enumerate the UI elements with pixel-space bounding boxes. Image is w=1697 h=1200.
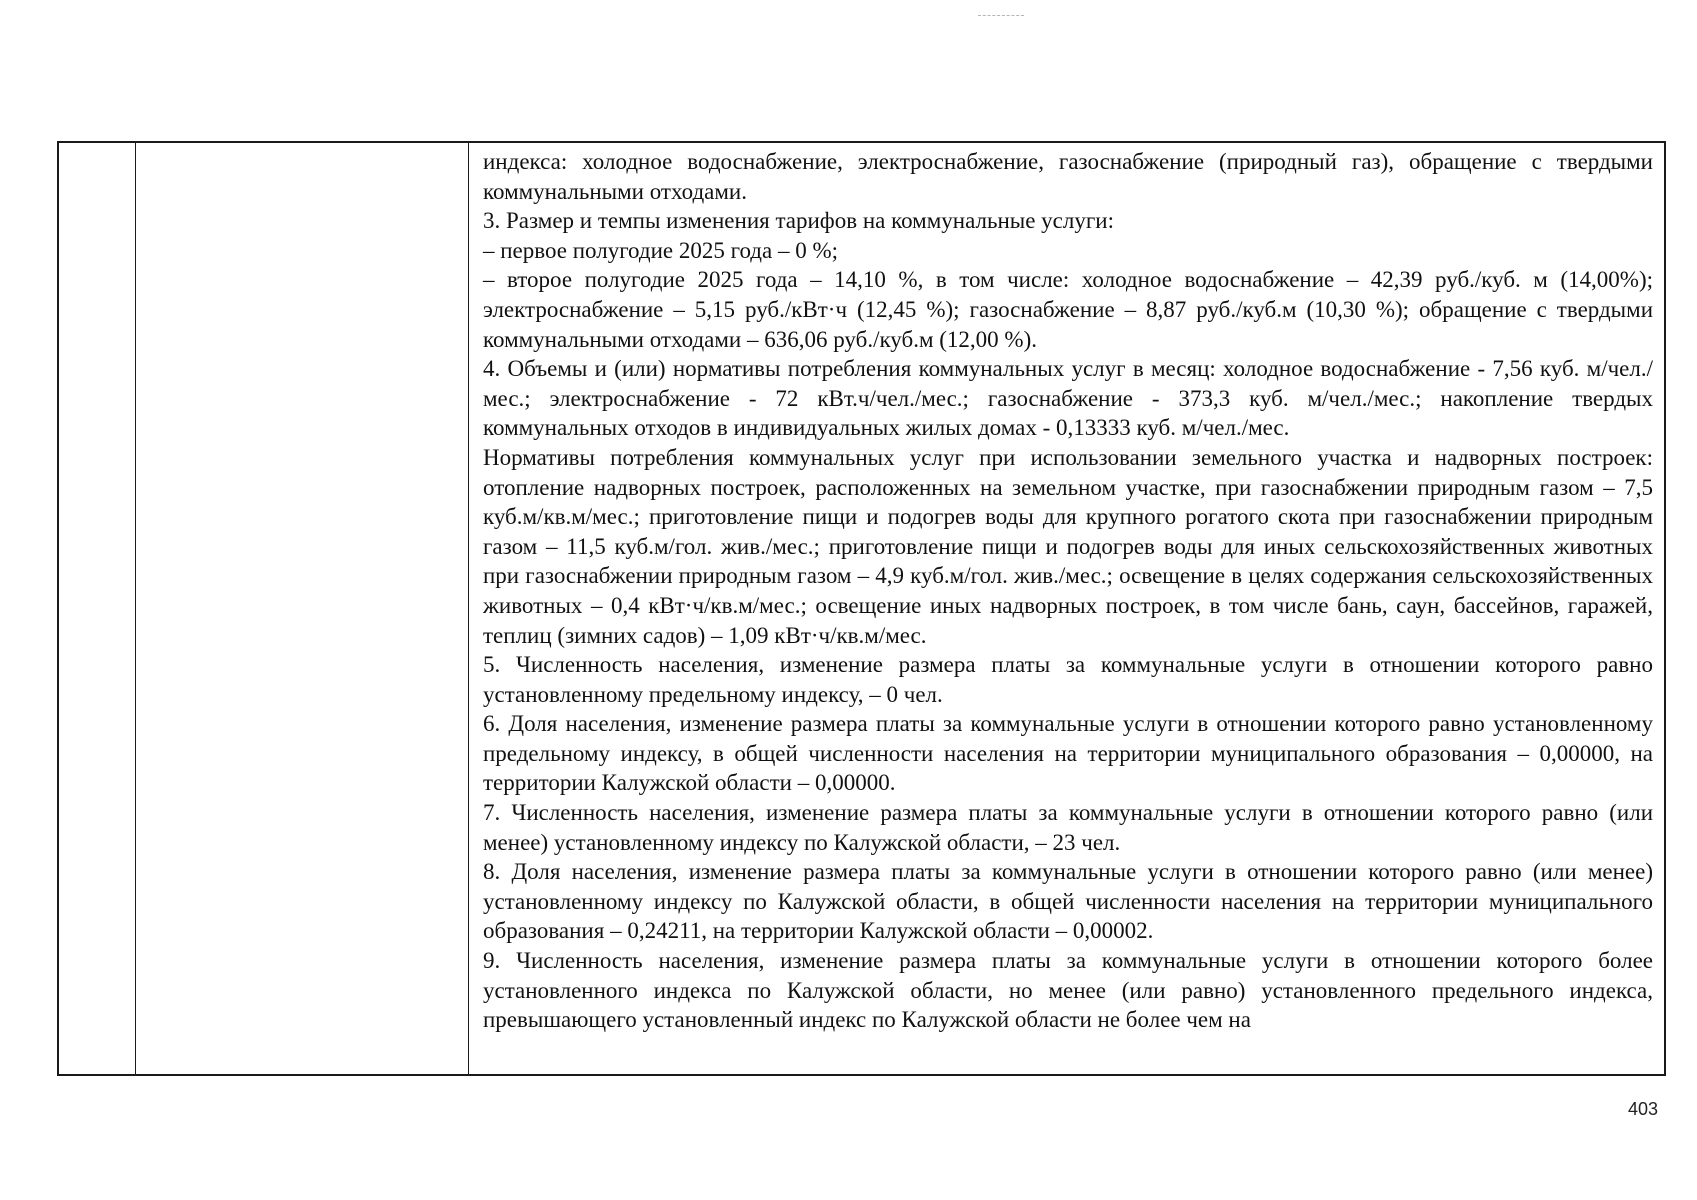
paragraph-index-continuation: индекса: холодное водоснабжение, электроснабжение, газоснабжение (природный газ), обращение с твердыми коммунальными отходами. [483,149,1653,204]
paragraph-consumption-volumes: 4. Объемы и (или) нормативы потребления коммунальных услуг в месяц: холодное водоснабжение - 7,56 куб. м/чел./мес.; электроснабжение - 72 кВт.ч/чел./мес.; газоснабжение - 373,3 куб. м/чел./мес.; накопление твердых коммунальных отходов в индивидуальных жилых домах - 0,13333 куб. м/чел./мес. [483,356,1653,441]
paragraph-item-6: 6. Доля населения, изменение размера платы за коммунальные услуги в отношении которого равно установленному предельному индексу, в общей численности населения на территории муниципального образования – 0,00000, на территории Калужской области – 0,00000. [483,711,1653,796]
paragraph-item-5: 5. Численность населения, изменение размера платы за коммунальные услуги в отношении которого равно установленному предельному индексу, – 0 чел. [483,652,1653,707]
page-number: 403 [1627,1099,1658,1119]
document-table [57,141,1666,1076]
table-cell-name [135,143,468,1074]
paragraph-tariff-heading: 3. Размер и темпы изменения тарифов на коммунальные услуги: [483,208,1114,234]
paragraph-land-plot-norms: Нормативы потребления коммунальных услуг при использовании земельного участка и надворных построек: отопление надворных построек, расположенных на земельном участке, при газоснабжении природным газом – 7,5 куб.м/кв.м/мес.; приготовление пищи и подогрев воды для крупного рогатого скота при газоснабжении природным газом – 11,5 куб.м/гол. жив./мес.; приготовление пищи и подогрев воды для иных сельскохозяйственных животных при газоснабжении природным газом – 4,9 куб.м/гол. жив./мес.; освещение в целях содержания сельскохозяйственных животных – 0,4 кВт·ч/кв.м/мес.; освещение иных надворных построек, в том числе бань, саун, бассейнов, гаражей, теплиц (зимних садов) – 1,09 кВт·ч/кв.м/мес. [483,444,1653,648]
paragraph-first-half: – первое полугодие 2025 года – 0 %; [483,237,839,263]
paragraph-second-half: – второе полугодие 2025 года – 14,10 %, в том числе: холодное водоснабжение – 42,39 руб./куб. м (14,00%); электроснабжение – 5,15 руб./кВт·ч (12,45 %); газоснабжение – 8,87 руб./куб.м (10,30 %); обращение с твердыми коммунальными отходами – 636,06 руб./куб.м (12,00 %). [483,267,1653,352]
paragraph-item-9: 9. Численность населения, изменение размера платы за коммунальные услуги в отношении которого более установленного индекса по Калужской области, но менее (или равно) установленного предельного индекса, превышающего установленный индекс по Калужской области не более чем на [483,948,1653,1033]
table-cell-number [59,143,135,1074]
table-cell-content [468,143,1664,1074]
paragraph-item-8: 8. Доля населения, изменение размера платы за коммунальные услуги в отношении которого равно (или менее) установленному индексу по Калужской области, в общей численности населения на территории муниципального образования – 0,24211, на территории Калужской области – 0,00002. [483,859,1653,944]
paragraph-item-7: 7. Численность населения, изменение размера платы за коммунальные услуги в отношении которого равно (или менее) установленному индексу по Калужской области, – 23 чел. [483,800,1653,855]
scan-artifact-line [978,15,1024,16]
